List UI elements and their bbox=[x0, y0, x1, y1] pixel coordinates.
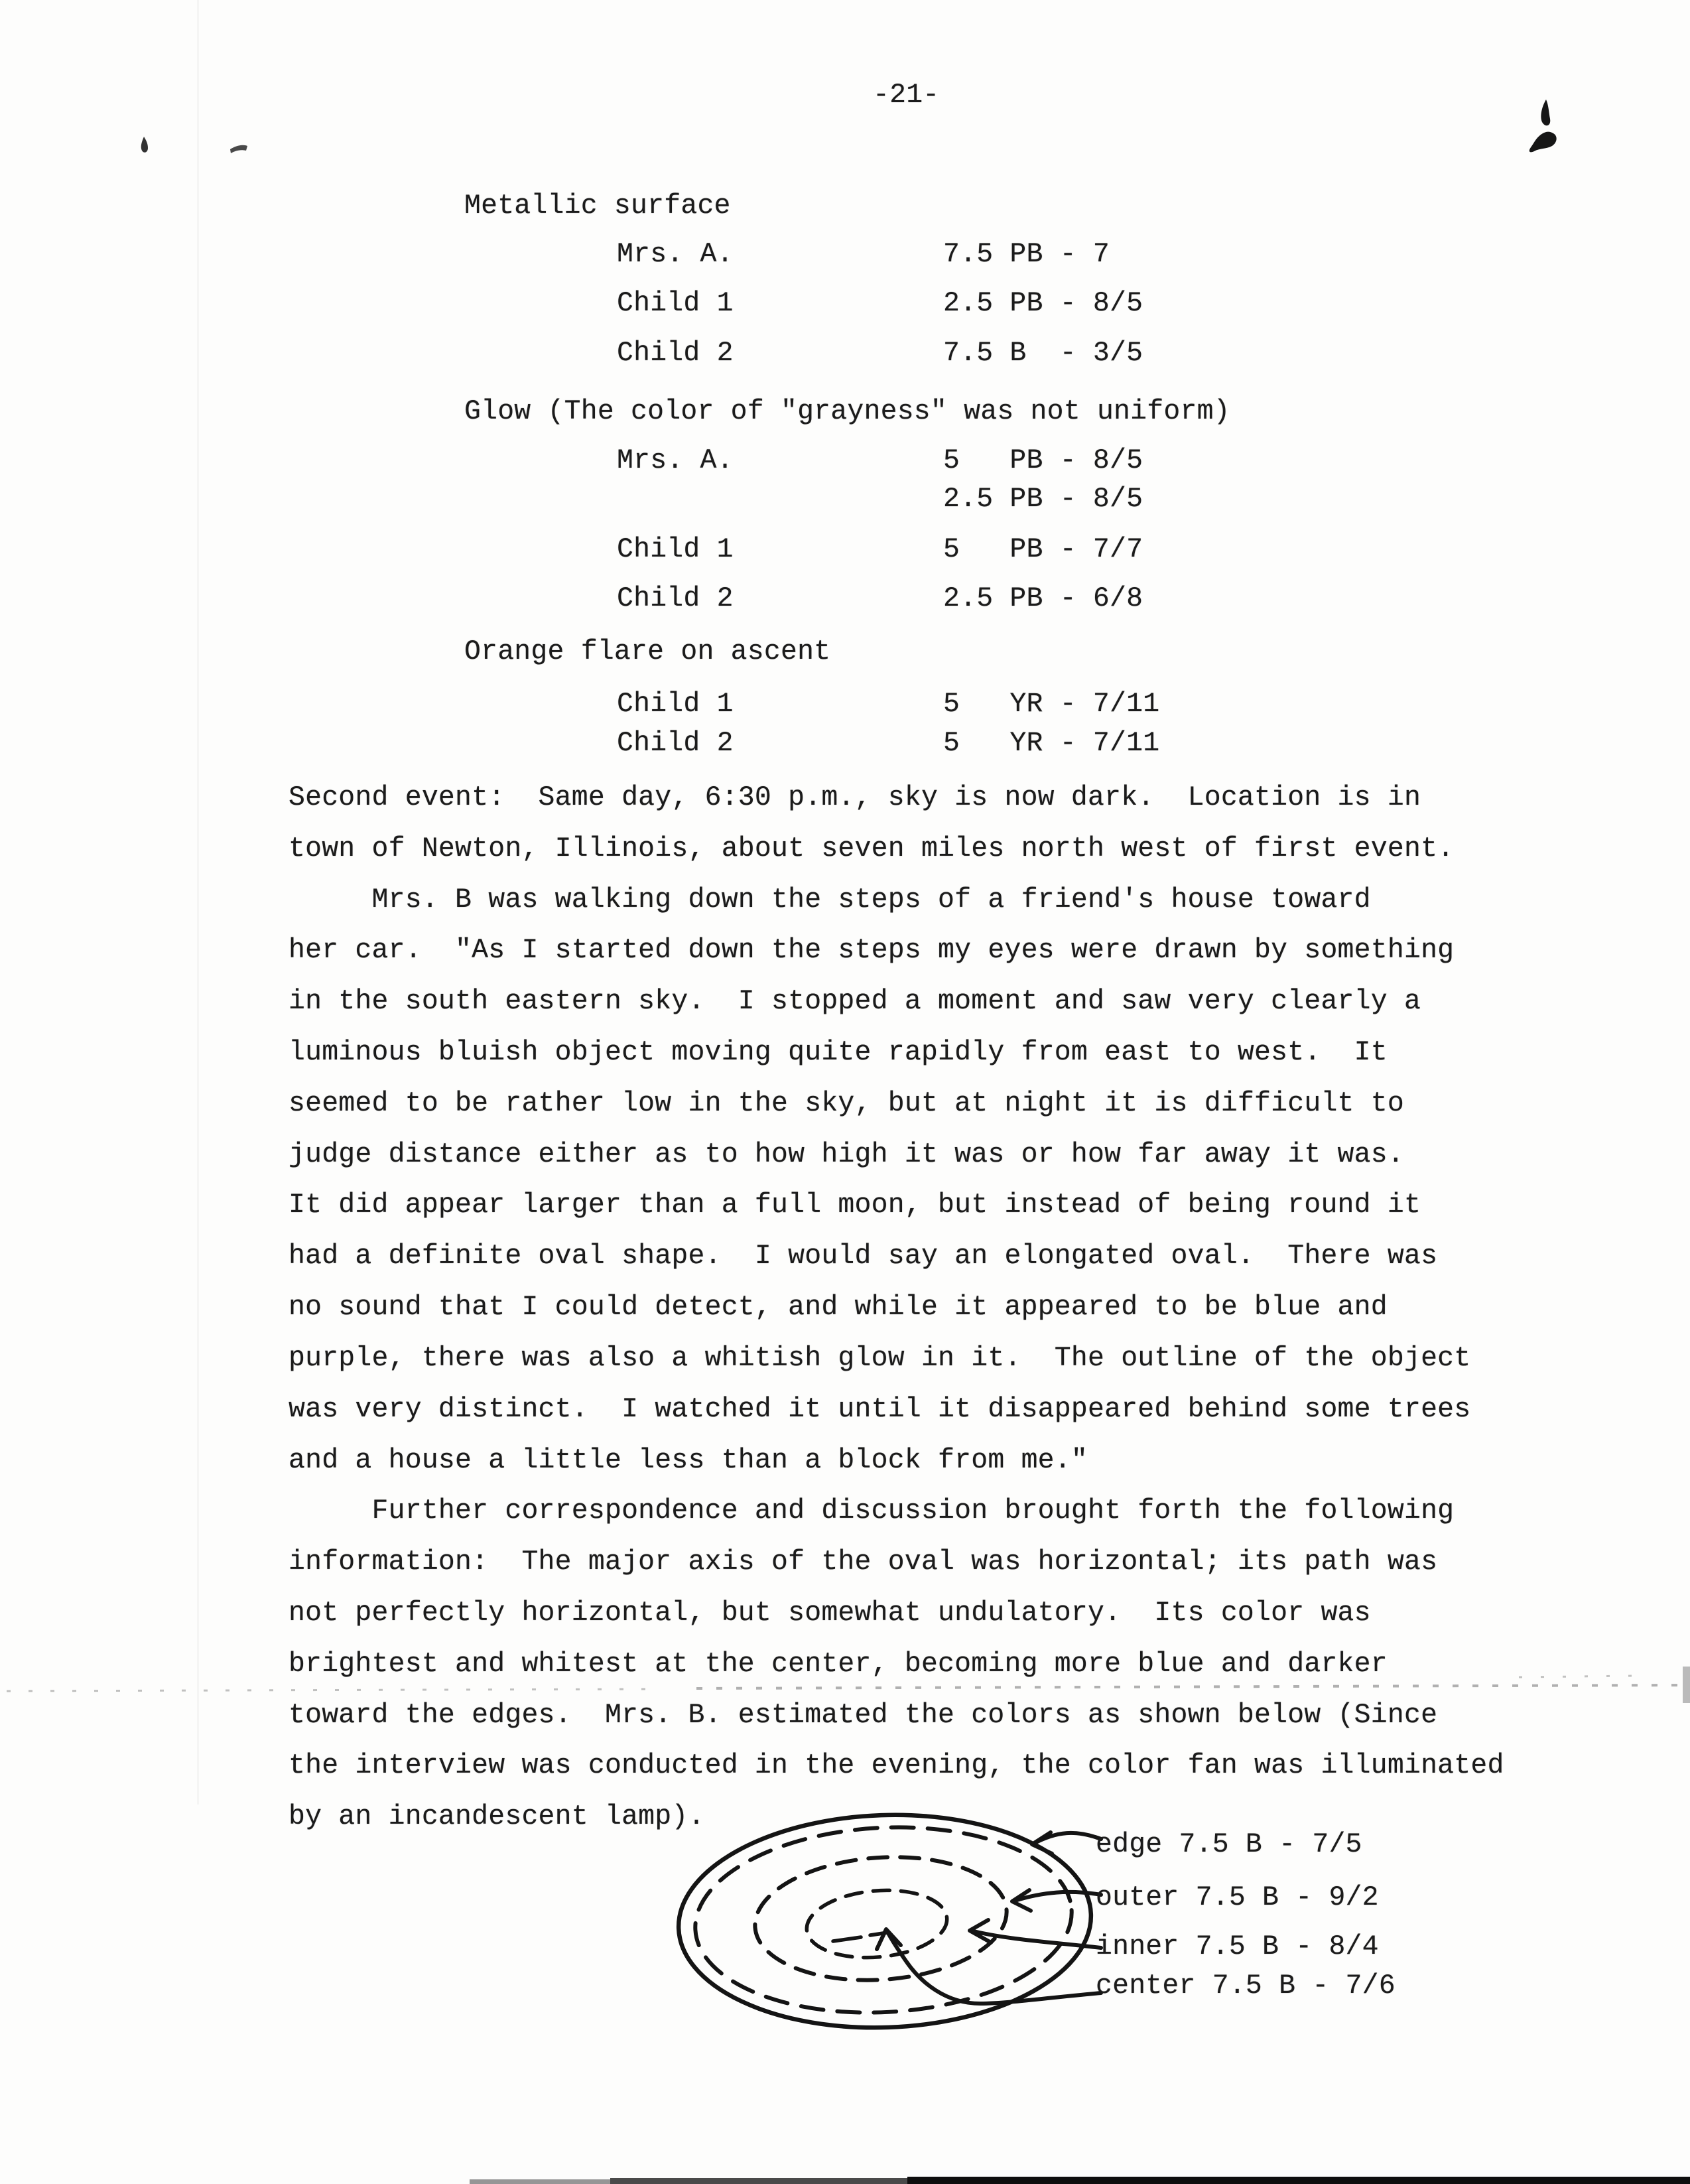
ink-smudge-mark bbox=[1529, 132, 1557, 153]
scan-crease bbox=[197, 0, 199, 1805]
table-row-value: 5 PB - 7/7 bbox=[943, 534, 1143, 565]
bottom-scan-line bbox=[610, 2178, 909, 2184]
body-line: not perfectly horizontal, but somewhat undulatory. Its color was bbox=[289, 1598, 1371, 1629]
edge-arrowhead bbox=[1032, 1832, 1052, 1854]
scan-streak bbox=[696, 1685, 1690, 1688]
body-line: Second event: Same day, 6:30 p.m., sky is now dark. Location is in bbox=[289, 782, 1421, 813]
body-line: purple, there was also a whitish glow in it. The outline of the object bbox=[289, 1343, 1471, 1374]
table-row-label: Mrs. A. bbox=[617, 445, 734, 476]
body-line: Mrs. B was walking down the steps of a friend's house toward bbox=[289, 884, 1371, 916]
scan-streak bbox=[7, 1689, 650, 1691]
diagram-label-outer: outer 7.5 B - 9/2 bbox=[1096, 1882, 1379, 1913]
body-line: toward the edges. Mrs. B. estimated the colors as shown below (Since bbox=[289, 1700, 1438, 1731]
table-row-label: Child 1 bbox=[617, 534, 734, 565]
body-line: in the south eastern sky. I stopped a moment and saw very clearly a bbox=[289, 986, 1421, 1017]
ink-smudge-mark bbox=[1541, 100, 1550, 125]
ink-speck bbox=[230, 145, 247, 153]
body-line: by an incandescent lamp). bbox=[289, 1801, 705, 1832]
body-line: luminous bluish object moving quite rapidly from east to west. It bbox=[289, 1037, 1388, 1068]
body-line: no sound that I could detect, and while it appeared to be blue and bbox=[289, 1292, 1388, 1323]
body-line: brightest and whitest at the center, becoming more blue and darker bbox=[289, 1649, 1388, 1680]
bottom-scan-line bbox=[470, 2179, 612, 2184]
table-row-label: Child 1 bbox=[617, 689, 734, 720]
body-line: seemed to be rather low in the sky, but at night it is difficult to bbox=[289, 1088, 1404, 1119]
body-line: Further correspondence and discussion brought forth the following bbox=[289, 1495, 1455, 1527]
body-line: her car. "As I started down the steps my eyes were drawn by something bbox=[289, 935, 1455, 966]
table-row-value: 5 YR - 7/11 bbox=[943, 728, 1160, 759]
body-line: and a house a little less than a block from me." bbox=[289, 1445, 1088, 1476]
body-line: had a definite oval shape. I would say an elongated oval. There was bbox=[289, 1241, 1438, 1272]
table-row-value: 2.5 PB - 8/5 bbox=[943, 288, 1143, 319]
table-row-value: 7.5 B - 3/5 bbox=[943, 338, 1143, 369]
table-row-value: 5 YR - 7/11 bbox=[943, 689, 1160, 720]
table-row-label: Child 2 bbox=[617, 728, 734, 759]
table-row-value: 2.5 PB - 6/8 bbox=[943, 583, 1143, 614]
scan-streak bbox=[1519, 1676, 1635, 1677]
page-number: -21- bbox=[873, 80, 940, 111]
diagram-label-inner: inner 7.5 B - 8/4 bbox=[1096, 1931, 1379, 1962]
table-row-value: 5 PB - 8/5 bbox=[943, 445, 1143, 476]
diagram-label-center: center 7.5 B - 7/6 bbox=[1096, 1970, 1396, 2002]
table-section-heading: Metallic surface bbox=[464, 190, 731, 222]
table-row-label: Child 1 bbox=[617, 288, 734, 319]
body-line: judge distance either as to how high it was or how far away it was. bbox=[289, 1139, 1404, 1170]
body-line: It did appear larger than a full moon, but instead of being round it bbox=[289, 1190, 1421, 1221]
edge-smudge bbox=[1683, 1667, 1690, 1703]
bottom-scan-line bbox=[907, 2177, 1690, 2184]
table-row-value: 7.5 PB - 7 bbox=[943, 239, 1110, 270]
table-row-label: Child 2 bbox=[617, 583, 734, 614]
body-line: information: The major axis of the oval was horizontal; its path was bbox=[289, 1546, 1438, 1578]
diagram-ring-inner bbox=[804, 1885, 950, 1963]
body-line: was very distinct. I watched it until it disappeared behind some trees bbox=[289, 1394, 1471, 1425]
ink-speck bbox=[141, 137, 148, 153]
table-section-heading: Glow (The color of "grayness" was not uniform) bbox=[464, 396, 1230, 427]
oval-color-diagram bbox=[637, 1785, 1154, 2057]
body-line: the interview was conducted in the evening, the color fan was illuminated bbox=[289, 1750, 1504, 1781]
table-row-label: Child 2 bbox=[617, 338, 734, 369]
table-section-heading: Orange flare on ascent bbox=[464, 636, 831, 667]
diagram-ring-edge bbox=[690, 1818, 1076, 2021]
table-row-value: 2.5 PB - 8/5 bbox=[943, 484, 1143, 515]
diagram-label-edge: edge 7.5 B - 7/5 bbox=[1096, 1829, 1362, 1860]
body-line: town of Newton, Illinois, about seven miles north west of first event. bbox=[289, 833, 1455, 864]
table-row-label: Mrs. A. bbox=[617, 239, 734, 270]
diagram-ring-outer bbox=[751, 1849, 1011, 1988]
